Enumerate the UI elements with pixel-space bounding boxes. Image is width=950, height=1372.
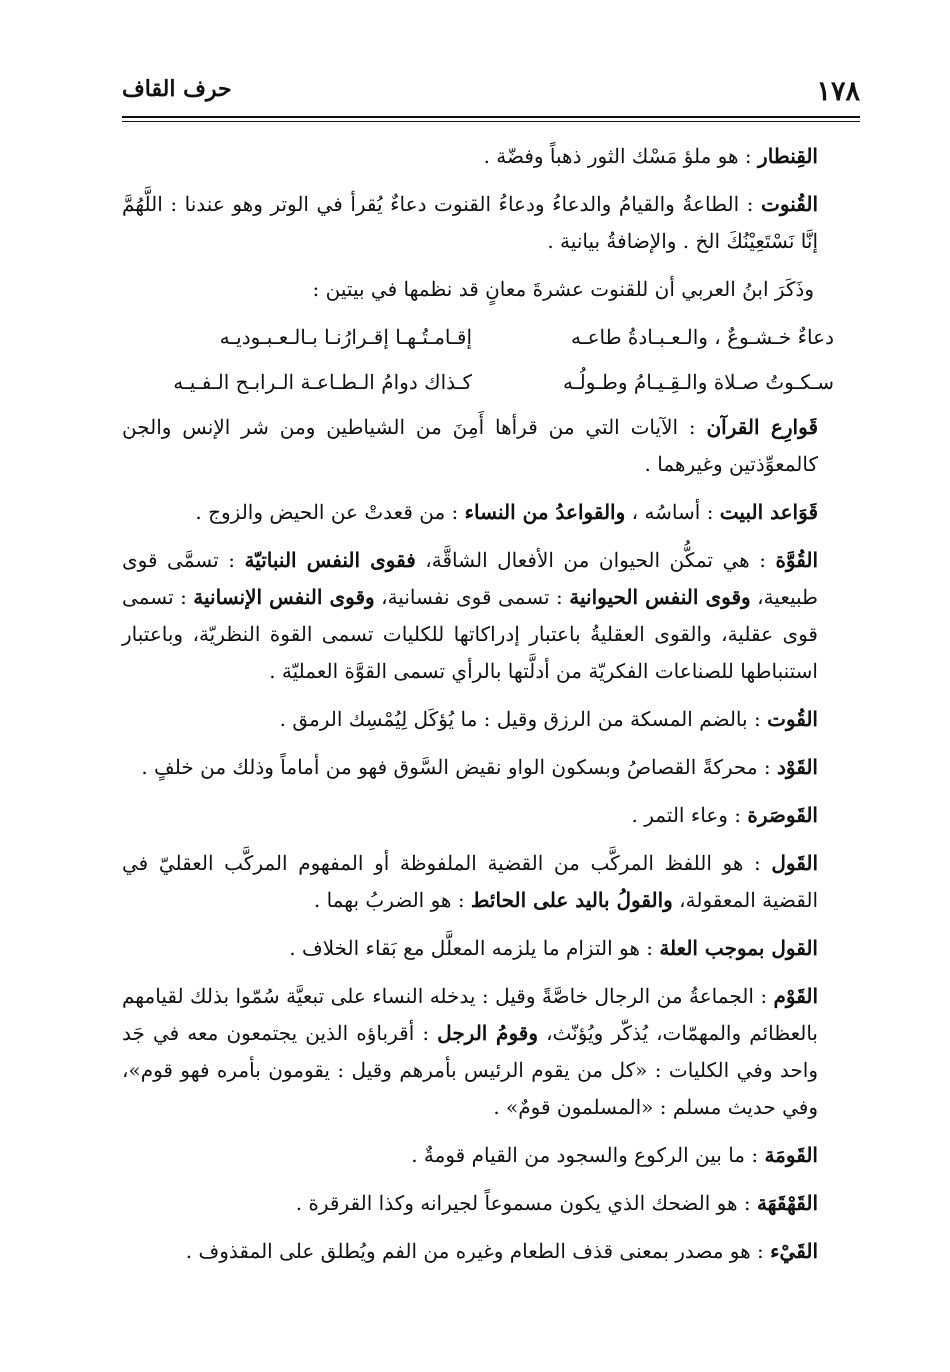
page-header: [122, 70, 860, 116]
entry-text: وذَكَرَ ابنُ العربي أن للقنوت عشرةَ معانٍ قد نظمها في بيتين :: [312, 277, 814, 301]
entry-term: القُوت: [767, 707, 818, 731]
entry-term: قَوَاعد البيت: [719, 500, 818, 524]
entry-text: : بالضم المسكة من الرزق وقيل : ما يُؤكَل لِيُمْسِك الرمق .: [279, 707, 761, 731]
entry-subterm: وقوى النفس الإنسانية: [193, 585, 375, 609]
entry-text: : تسمى قوى عقلية، والقوى العقليةُ باعتبار إدراكاتها للكليات تسمى القوة النظريّة، وباعتبار استنباطها للصناعات الفكريّة من أدلَّتها بالرأي تسمى القوَّة العمليّة .: [122, 585, 818, 683]
entry-qawaid: [122, 494, 860, 531]
entry-qawl: [122, 845, 860, 919]
entry-term: قَوارِع القرآن: [706, 415, 819, 439]
verse-line: [122, 319, 860, 356]
header-rule: [122, 116, 860, 118]
entry-qawd: [122, 749, 860, 786]
page-body: [122, 138, 860, 1281]
entry-text: : وعاء التمر .: [631, 803, 742, 827]
entry-subterm: وقومُ الرجل: [437, 1021, 538, 1045]
entry-qawma: [122, 1137, 860, 1174]
entry-subterm: فقوى النفس النباتيّة: [244, 548, 416, 572]
entry-qahqaha: [122, 1185, 860, 1222]
entry-text: : هو مصدر بمعنى قذف الطعام وغيره من الفم ويُطلق على المقذوف .: [185, 1239, 764, 1263]
entry-term: القِنطار: [758, 144, 818, 168]
entry-text: : تسمَّى قوى طبيعية،: [122, 548, 818, 609]
entry-qay: [122, 1233, 860, 1270]
entry-text: : هو الضحك الذي يكون مسموعاً لجيرانه وكذا القرقرة .: [295, 1191, 751, 1215]
entry-text: : من قعدتْ عن الحيض والزوج .: [195, 500, 459, 524]
entry-qawsara: [122, 797, 860, 834]
entry-subterm: وقوى النفس الحيوانية: [569, 585, 751, 609]
verse-hemistich-first: دعاءٌ خـشـوعٌ ، والـعـبـادةُ طاعـه: [571, 325, 834, 349]
entry-term: القَوْم: [773, 984, 819, 1008]
chapter-title: حرف القاف: [122, 76, 232, 102]
entry-text: : الآيات التي من قرأها أَمِنَ من الشياطين ومن شر الإنس والجن كالمعوِّذتين وغيرهما .: [122, 415, 818, 476]
header-rule-thin: [122, 121, 860, 122]
verse-hemistich-second: كـذاك دوامُ الـطـاعـة الـرابـح الـفـيـه: [173, 370, 472, 394]
entry-text: : هو التزام ما يلزمه المعلَّل مع بَقاء الخلاف .: [289, 936, 653, 960]
entry-text: : هي تمكُّن الحيوان من الأفعال الشاقَّة،: [415, 548, 766, 572]
entry-text: : محركةً القصاصُ وبسكون الواو نقيض السَّوق فهو من أماماً وذلك من خلفٍ .: [141, 755, 771, 779]
entry-term: القُوَّة: [775, 548, 819, 572]
entry-text: : تسمى قوى نفسانية،: [374, 585, 563, 609]
entry-qawari: [122, 409, 860, 483]
verse-line: [122, 364, 860, 401]
entry-qawl-mujib: [122, 930, 860, 967]
entry-term: القَيْء: [770, 1239, 818, 1263]
entry-text: : ما بين الركوع والسجود من القيام قومةٌ .: [411, 1143, 759, 1167]
entry-ibn-arabi-note: [122, 271, 860, 308]
entry-text: : أقرباؤه الذين يجتمعون معه في جَد واحد وفي الكليات : «كل من يقوم الرئيس بأمرهم وقيل : يقومون بأمره فهو قوم»، وفي حديث مسلم : «المسلمون قومٌ» .: [122, 1021, 818, 1119]
entry-subterm: والقولُ باليد على الحائط: [470, 888, 673, 912]
entry-term: القُنوت: [761, 192, 818, 216]
entry-qawm: [122, 978, 860, 1126]
entry-term: القَهْقَهَة: [756, 1191, 818, 1215]
entry-qunut: [122, 186, 860, 260]
verse-hemistich-first: سـكـوتُ صـلاة والـقِـيـامُ وطـولُـه: [563, 370, 834, 394]
entry-term: القَوْد: [776, 755, 818, 779]
entry-text: : هو ملؤ مَسْك الثور ذهباً وفضّة .: [483, 144, 752, 168]
entry-subterm: والقواعدُ من النساء: [464, 500, 626, 524]
entry-quwwa: [122, 542, 860, 690]
entry-term: القَوصَرة: [747, 803, 818, 827]
entry-text: : هو الضربُ بهما .: [313, 888, 465, 912]
entry-text: : أساسُه ،: [625, 500, 714, 524]
entry-term: القول بموجب العلة: [659, 936, 818, 960]
entry-qut: [122, 701, 860, 738]
entry-term: القَومَة: [764, 1143, 818, 1167]
entry-text: : هو اللفظ المركَّب من القضية الملفوظة أو المفهوم المركَّب العقليّ في القضية المعقولة،: [122, 851, 818, 912]
page-number: ١٧٨: [816, 76, 860, 107]
entry-text: : الجماعةُ من الرجال خاصَّةً وقيل : يدخله النساء على تبعيَّة سُمّوا بذلك لقيامهم بالعظائم والمهمّات، يُذكّر ويُؤنّث،: [122, 984, 818, 1045]
entry-term: القَول: [771, 851, 819, 875]
verse-hemistich-second: إقـامـتُـهـا إقـرارُنـا بـالـعـبـوديـه: [219, 325, 472, 349]
entry-qintar: [122, 138, 860, 175]
entry-text: : الطاعةُ والقيامُ والدعاءُ ودعاءُ القنوت دعاءٌ يُقرأ في الوتر وهو عندنا : اللَّهُمَّ إنَّا نَسْتَعِيْنُكَ الخ . والإضافةُ بيانية .: [122, 192, 818, 253]
